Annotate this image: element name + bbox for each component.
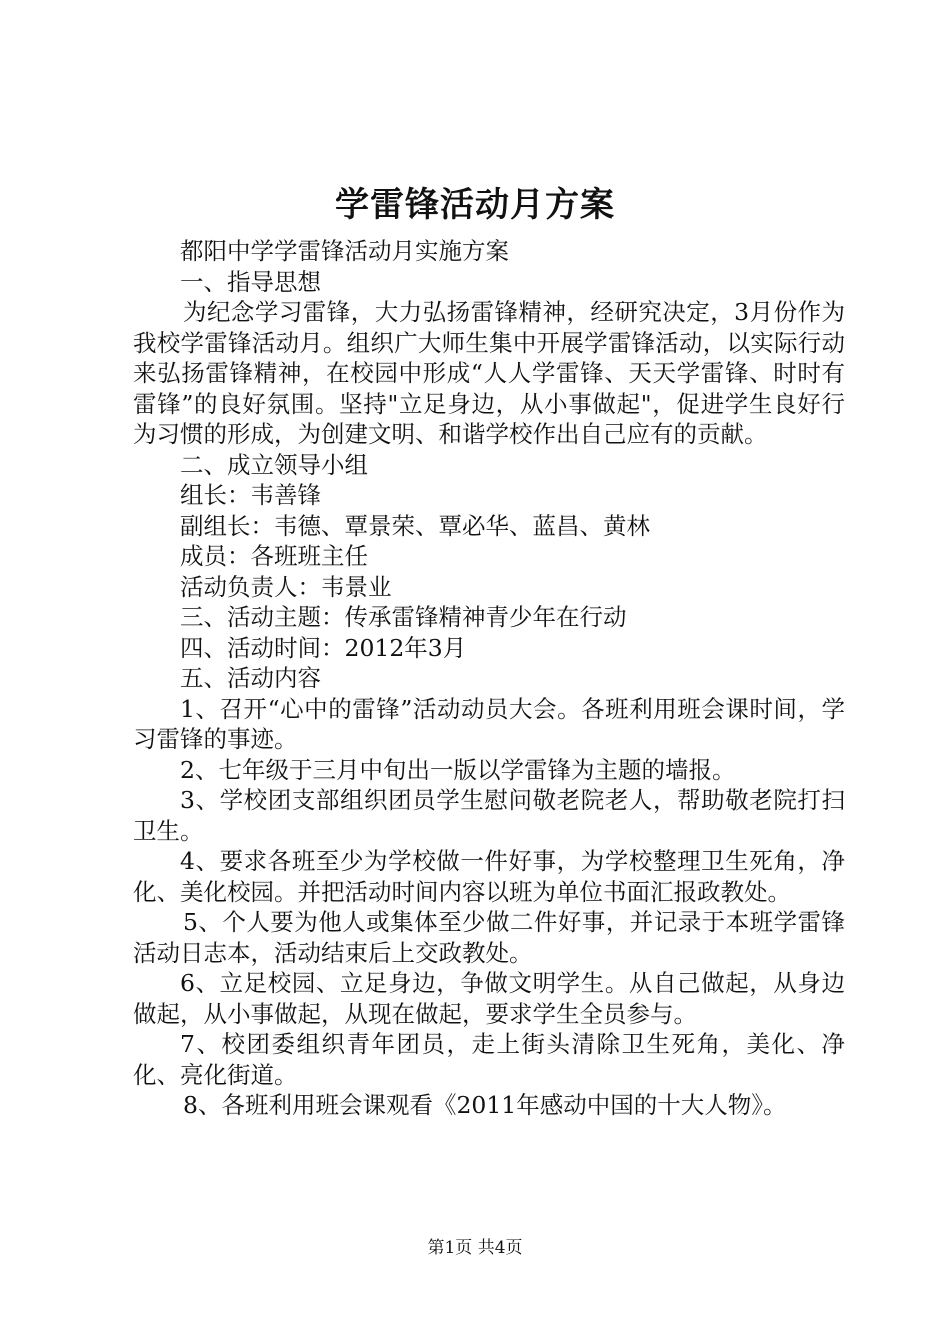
deputy-leaders-line: 副组长：韦德、覃景荣、覃必华、蓝昌、黄林 — [180, 511, 650, 540]
document-body — [133, 236, 845, 1121]
activity-item-2: 2、七年级于三月中旬出一版以学雷锋为主题的墙报。 — [180, 755, 736, 784]
activity-item-6: 6、立足校园、立足身边，争做文明学生。从自己做起，从身边做起，从小事做起，从现在做起，要求学生全员参与。 — [133, 969, 845, 1028]
activity-item-3: 3、学校团支部组织团员学生慰问敬老院老人，帮助敬老院打扫卫生。 — [133, 786, 845, 845]
activity-item-8: 8、各班利用班会课观看《2011年感动中国的十大人物》。 — [183, 1091, 787, 1119]
document-title: 学雷锋活动月方案 — [335, 185, 615, 225]
activity-theme-line: 三、活动主题：传承雷锋精神青少年在行动 — [180, 603, 627, 631]
activity-item-1: 1、召开“心中的雷锋”活动动员大会。各班利用班会课时间，学习雷锋的事迹。 — [133, 694, 845, 753]
section-heading-activity-content: 五、活动内容 — [180, 664, 321, 692]
activity-manager-line: 活动负责人：韦景业 — [180, 572, 392, 601]
subtitle-paragraph: 都阳中学学雷锋活动月实施方案 — [180, 237, 509, 265]
activity-item-7: 7、校团委组织青年团员，走上街头清除卫生死角，美化、净化、亮化街道。 — [133, 1030, 845, 1089]
activity-item-5: 5、个人要为他人或集体至少做二件好事，并记录于本班学雷锋活动日志本，活动结束后上交政教处。 — [133, 908, 845, 967]
activity-item-4: 4、要求各班至少为学校做一件好事，为学校整理卫生死角，净化、美化校园。并把活动时间内容以班为单位书面汇报政教处。 — [133, 847, 845, 906]
members-line: 成员：各班班主任 — [180, 542, 368, 570]
section-heading-guiding-thought: 一、指导思想 — [180, 267, 321, 296]
activity-time-line: 四、活动时间：2012年3月 — [180, 633, 467, 662]
group-leader-line: 组长：韦善锋 — [180, 481, 321, 509]
guiding-thought-paragraph: 为纪念学习雷锋，大力弘扬雷锋精神，经研究决定，3月份作为我校学雷锋活动月。组织广大师生集中开展学雷锋活动，以实际行动来弘扬雷锋精神，在校园中形成“人人学雷锋、天天学雷锋、时时有雷锋”的良好氛围。坚持"立足身边，从小事做起"，促进学生良好行为习惯的形成，为创建文明、和谐学校作出自己应有的贡献。 — [133, 298, 845, 448]
page-footer: 第1页 共4页 — [427, 1238, 523, 1258]
section-heading-leadership-group: 二、成立领导小组 — [180, 450, 368, 479]
